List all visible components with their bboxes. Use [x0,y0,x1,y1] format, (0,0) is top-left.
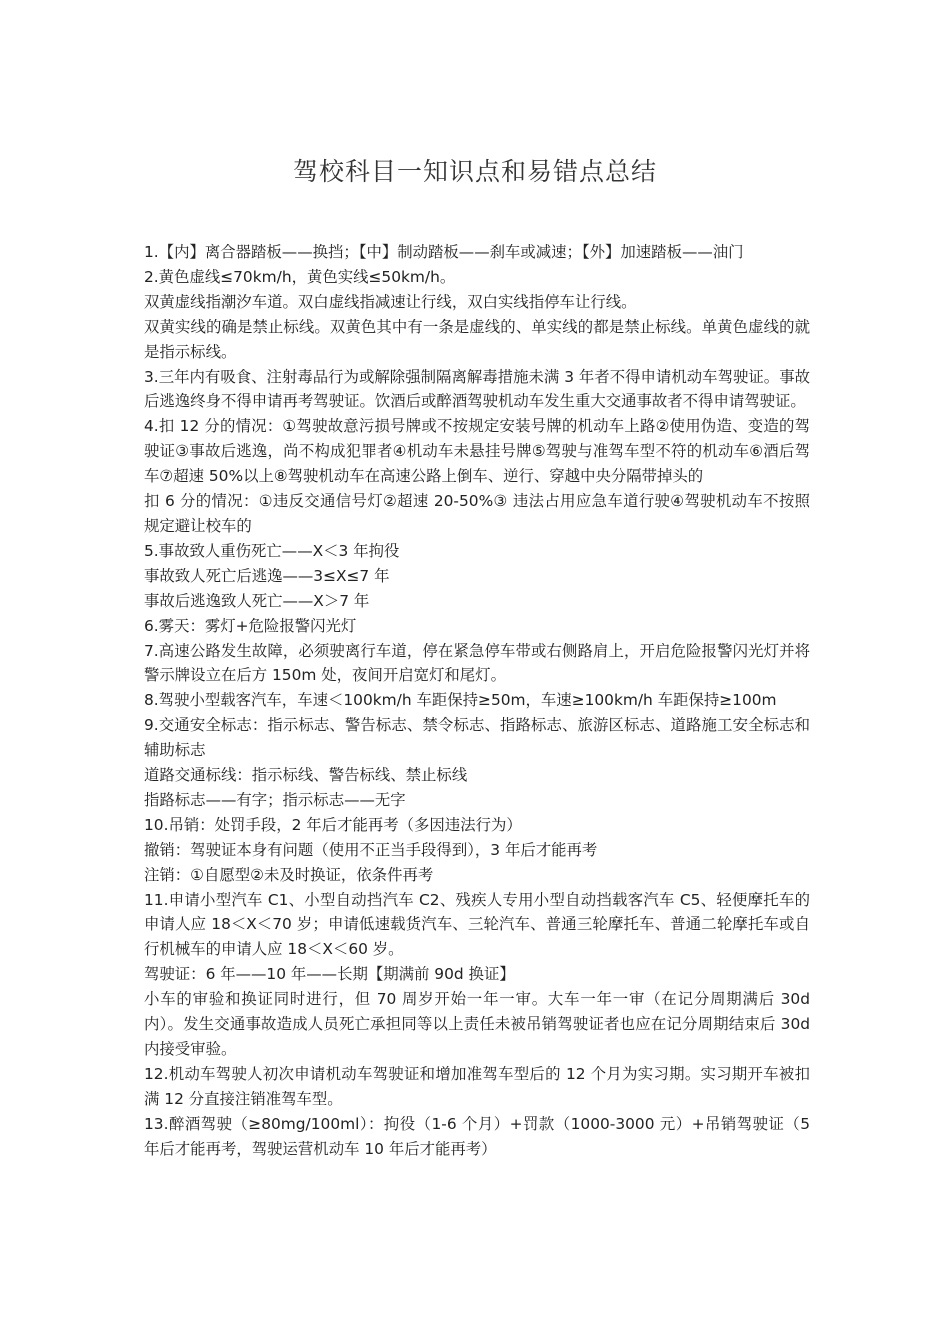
text-line: 12.机动车驾驶人初次申请机动车驾驶证和增加准驾车型后的 12 个月为实习期。实习期开车被扣满 12 分直接注销准驾车型。 [144,1064,810,1108]
text-line: 9.交通安全标志：指示标志、警告标志、禁令标志、指路标志、旅游区标志、道路施工安全标志和辅助标志 [144,716,810,760]
text-line: 6.雾天：雾灯+危险报警闪光灯 [144,616,357,635]
text-line: 4.扣 12 分的情况：①驾驶故意污损号牌或不按规定安装号牌的机动车上路②使用伪造、变造的驾驶证③事故后逃逸，尚不构成犯罪者④机动车未悬挂号牌⑤驾驶与准驾车型不符的机动车⑥酒后驾车⑦超速 50%以上⑧驾驶机动车在高速公路上倒车、逆行、穿越中央分隔带掉头的 [144,417,810,486]
text-line: 双黄实线的确是禁止标线。双黄色其中有一条是虚线的、单实线的都是禁止标线。单黄色虚线的就是指示标线。 [144,317,810,361]
text-line: 事故致人死亡后逃逸——3≤X≤7 年 [144,566,390,585]
text-line: 双黄虚线指潮汐车道。双白虚线指减速让行线，双白实线指停车让行线。 [144,292,637,311]
text-line: 3.三年内有吸食、注射毒品行为或解除强制隔离解毒措施未满 3 年者不得申请机动车驾驶证。事故后逃逸终身不得申请再考驾驶证。饮酒后或醉酒驾驶机动车发生重大交通事故者不得申请驾驶证。 [144,367,810,411]
text-line: 指路标志——有字；指示标志——无字 [144,790,406,809]
text-line: 1.【内】离合器踏板——换挡；【中】制动踏板——刹车或减速；【外】加速踏板——油门 [144,243,744,261]
text-line: 注销：①自愿型②未及时换证，依条件再考 [144,865,434,884]
text-line: 10.吊销：处罚手段，2 年后才能再考（多因违法行为） [144,815,522,834]
text-line: 扣 6 分的情况：①违反交通信号灯②超速 20-50%③ 违法占用应急车道行驶④驾驶机动车不按照规定避让校车的 [144,492,810,535]
text-line: 事故后逃逸致人死亡——X＞7 年 [144,591,370,610]
text-line: 8.驾驶小型载客汽车，车速＜100km/h 车距保持≥50m，车速≥100km/h 车距保持≥100m [144,691,777,710]
text-line: 道路交通标线：指示标线、警告标线、禁止标线 [144,766,468,785]
text-line: 7.高速公路发生故障，必须驶离行车道，停在紧急停车带或右侧路肩上，开启危险报警闪光灯并将警示牌设立在后方 150m 处，夜间开启宽灯和尾灯。 [144,641,810,685]
text-line: 驾驶证：6 年——10 年——长期【期满前 90d 换证】 [144,965,515,984]
text-line: 撤销：驾驶证本身有问题（使用不正当手段得到），3 年后才能再考 [144,840,598,859]
text-line: 小车的审验和换证同时进行，但 70 周岁开始一年一审。大车一年一审（在记分周期满后 30d 内）。发生交通事故造成人员死亡承担同等以上责任未被吊销驾驶证者也应在记分周期结束后 30d 内接受审验。 [144,990,810,1058]
text-line: 13.醉酒驾驶（≥80mg/100ml）：拘役（1-6 个月）+罚款（1000-3000 元）+吊销驾驶证（5 年后才能再考，驾驶运营机动车 10 年后才能再考） [144,1114,810,1158]
page-title: 驾校科目一知识点和易错点总结 [292,157,657,186]
document-body [144,240,810,1162]
text-line: 5.事故致人重伤死亡——X＜3 年拘役 [144,541,400,560]
text-line: 2.黄色虚线≤70km/h，黄色实线≤50km/h。 [144,267,456,286]
text-line: 11.申请小型汽车 C1、小型自动挡汽车 C2、残疾人专用小型自动挡载客汽车 C5、轻便摩托车的申请人应 18＜X＜70 岁；申请低速载货汽车、三轮汽车、普通三轮摩托车、普通二轮摩托车或自行机械车的申请人应 18＜X＜60 岁。 [144,890,810,959]
